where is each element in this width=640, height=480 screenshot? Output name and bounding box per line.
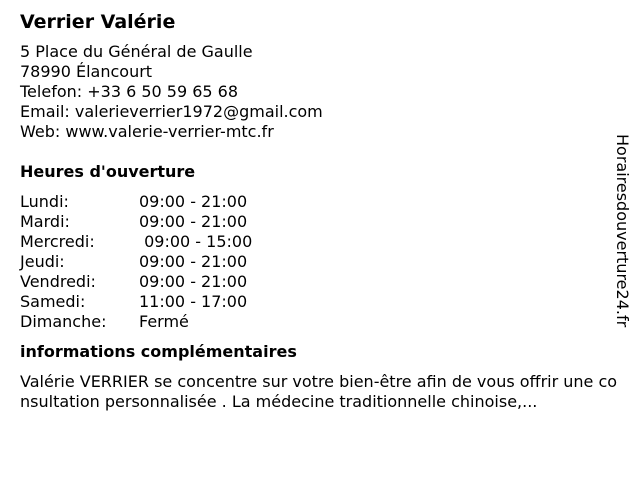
hours-row-friday bbox=[20, 272, 620, 292]
website: Web: www.valerie-verrier-mtc.fr bbox=[20, 122, 274, 141]
hours-time: 09:00 - 21:00 bbox=[139, 272, 248, 291]
opening-hours-table bbox=[20, 192, 620, 332]
hours-day: Mercredi: bbox=[20, 232, 95, 251]
additional-info-text: Valérie VERRIER se concentre sur votre bien-être afin de vous offrir une consultation personnalisée . La médecine traditionnelle chinoise,... bbox=[20, 372, 618, 411]
email-address: Email: valerieverrier1972@gmail.com bbox=[20, 102, 323, 121]
hours-row-monday bbox=[20, 192, 620, 212]
hours-day: Vendredi: bbox=[20, 272, 96, 291]
hours-day: Samedi: bbox=[20, 292, 86, 311]
address-city: 78990 Élancourt bbox=[20, 62, 153, 81]
hours-time: 09:00 - 21:00 bbox=[139, 212, 248, 231]
hours-time: 09:00 - 21:00 bbox=[139, 252, 248, 271]
business-name: Verrier Valérie bbox=[20, 11, 176, 33]
hours-row-thursday bbox=[20, 252, 620, 272]
hours-row-tuesday bbox=[20, 212, 620, 232]
hours-row-wednesday bbox=[20, 232, 620, 252]
address-street: 5 Place du Général de Gaulle bbox=[20, 42, 253, 61]
hours-row-sunday bbox=[20, 312, 620, 332]
hours-time: Fermé bbox=[139, 312, 189, 331]
site-watermark: Horairesdouverture24.fr bbox=[613, 134, 632, 328]
hours-time: 11:00 - 17:00 bbox=[139, 292, 248, 311]
phone-number: Telefon: +33 6 50 59 65 68 bbox=[20, 82, 239, 101]
hours-day: Mardi: bbox=[20, 212, 70, 231]
hours-time: 09:00 - 21:00 bbox=[139, 192, 248, 211]
hours-day: Jeudi: bbox=[20, 252, 65, 271]
hours-row-saturday bbox=[20, 292, 620, 312]
hours-day: Lundi: bbox=[20, 192, 69, 211]
additional-info-heading: informations complémentaires bbox=[20, 342, 297, 361]
opening-hours-heading: Heures d'ouverture bbox=[20, 162, 196, 181]
hours-time: 09:00 - 15:00 bbox=[139, 232, 253, 251]
business-card bbox=[20, 8, 620, 412]
hours-day: Dimanche: bbox=[20, 312, 107, 331]
